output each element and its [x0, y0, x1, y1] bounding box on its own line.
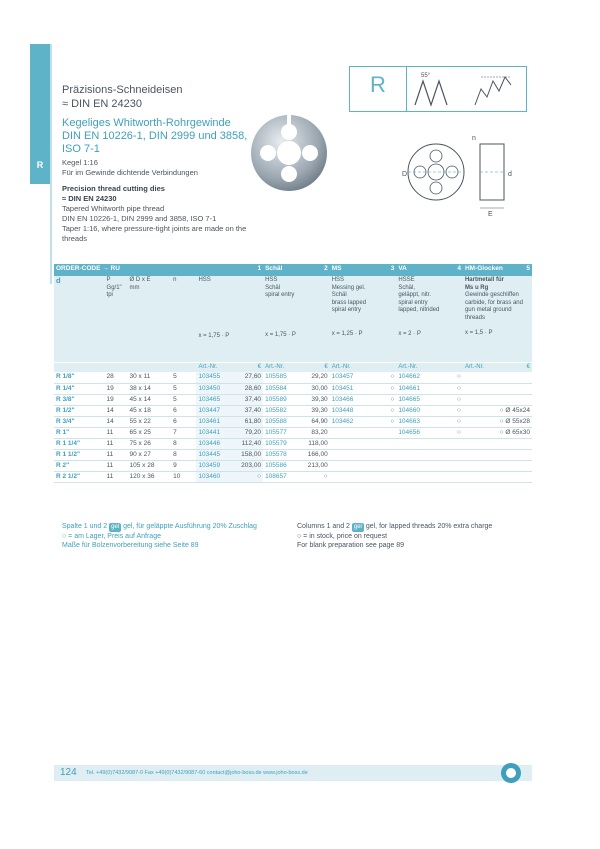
row-stock5 — [463, 394, 532, 405]
row-stock5 — [463, 471, 532, 482]
table-row — [54, 383, 532, 394]
row-d: R 1 1/4" — [54, 438, 105, 449]
row-art4 — [396, 449, 437, 460]
row-price2: 83,20 — [302, 427, 330, 438]
product-table — [54, 264, 532, 483]
row-art3: 103448 — [330, 405, 371, 416]
art-label-row — [54, 362, 532, 372]
title-en: Precision thread cutting dies — [62, 184, 165, 193]
row-d: R 1/4" — [54, 383, 105, 394]
title-de: Präzisions-Schneideisen — [62, 84, 183, 96]
row-dxe: 120 x 36 — [128, 471, 172, 482]
table-subheader-row — [54, 276, 532, 362]
description-de — [62, 158, 262, 178]
row-price2: 29,20 — [302, 372, 330, 383]
row-price2: 30,00 — [302, 383, 330, 394]
die-product-image — [248, 112, 330, 194]
thread-profile-icon — [407, 67, 527, 113]
row-pitch: 11 — [105, 427, 128, 438]
row-price1: 158,00 — [236, 449, 264, 460]
table-row — [54, 471, 532, 482]
table-row — [54, 416, 532, 427]
row-n: 6 — [171, 405, 196, 416]
row-art1: 103455 — [196, 372, 235, 383]
notes-de: Spalte 1 und 2 gel gel, für geläppte Ausführung 20% Zuschlag ○ = am Lager, Preis auf Anfrage Maße für Bolzenvorbereitung siehe Seite 89 — [62, 522, 292, 550]
row-stock3 — [371, 460, 396, 471]
art-label-1: Art.-Nr. — [196, 362, 235, 372]
row-price2: 166,00 — [302, 449, 330, 460]
col4-label: VA — [396, 264, 437, 276]
row-art2: 105578 — [263, 449, 302, 460]
row-art3 — [330, 438, 371, 449]
row-d: R 1 1/2" — [54, 449, 105, 460]
row-stock3 — [371, 449, 396, 460]
gel-badge-de: gel — [111, 524, 120, 530]
contact-info: Tel. +49(0)7432/9087-0 Fax +49(0)7432/9087-60 contact@joho-boss.de www.joho-boss.de — [86, 770, 308, 776]
row-stock4 — [438, 460, 463, 471]
table-row — [54, 438, 532, 449]
row-stock4: ○ — [438, 405, 463, 416]
row-dxe: 75 x 26 — [128, 438, 172, 449]
row-d: R 2" — [54, 460, 105, 471]
row-stock5 — [463, 460, 532, 471]
row-d: R 3/8" — [54, 394, 105, 405]
row-art3: 103462 — [330, 416, 371, 427]
row-d: R 1" — [54, 427, 105, 438]
table-row — [54, 449, 532, 460]
row-art4: 104662 — [396, 372, 437, 383]
euro-2: € — [302, 362, 330, 372]
usage-de: Für im Gewinde dichtende Verbindungen — [62, 168, 198, 177]
row-art2: 105579 — [263, 438, 302, 449]
row-stock5: ○ Ø 65x30 — [463, 427, 532, 438]
row-dxe: 45 x 14 — [128, 394, 172, 405]
sub-dxe: Ø D x E mm — [128, 276, 172, 362]
row-stock5: ○ Ø 45x24 — [463, 405, 532, 416]
row-dxe: 65 x 25 — [128, 427, 172, 438]
sub-col3: HSS Messing gel. Schäl brass lapped spiral entry x = 1,25 · P — [330, 276, 397, 362]
row-art3: 103451 — [330, 383, 371, 394]
row-n: 5 — [171, 383, 196, 394]
row-art4 — [396, 471, 437, 482]
col4-num: 4 — [438, 264, 463, 276]
table-row — [54, 372, 532, 383]
sub-col1: HSS x = 1,75 · P — [196, 276, 263, 362]
row-stock3 — [371, 438, 396, 449]
row-stock3 — [371, 471, 396, 482]
row-price2: 39,30 — [302, 405, 330, 416]
row-d: R 3/4" — [54, 416, 105, 427]
row-n: 6 — [171, 416, 196, 427]
row-stock5 — [463, 372, 532, 383]
row-art2: 108657 — [263, 471, 302, 482]
row-art1: 103465 — [196, 394, 235, 405]
row-art3: 103457 — [330, 372, 371, 383]
row-pitch: 11 — [105, 438, 128, 449]
row-pitch: 11 — [105, 471, 128, 482]
row-dxe: 55 x 22 — [128, 416, 172, 427]
row-n: 8 — [171, 438, 196, 449]
description-en — [62, 184, 272, 244]
row-price2: ○ — [302, 471, 330, 482]
col2-label: Schäl — [263, 264, 302, 276]
side-tab-letter: R — [36, 160, 44, 170]
col2-num: 2 — [302, 264, 330, 276]
row-art1: 103460 — [196, 471, 235, 482]
row-art4: 104663 — [396, 416, 437, 427]
die-technical-drawing — [400, 130, 540, 220]
row-pitch: 11 — [105, 460, 128, 471]
table-row — [54, 460, 532, 471]
row-art4: 104665 — [396, 394, 437, 405]
row-stock3: ○ — [371, 416, 396, 427]
row-art4 — [396, 460, 437, 471]
art-label-3: Art.-Nr. — [330, 362, 371, 372]
table-row — [54, 394, 532, 405]
thread-profile-box — [407, 66, 527, 112]
art-label-2: Art.-Nr. — [263, 362, 302, 372]
row-dxe: 105 x 28 — [128, 460, 172, 471]
blank-note-en: For blank preparation see page 89 — [297, 542, 405, 549]
row-price1: 79,20 — [236, 427, 264, 438]
row-art4: 104660 — [396, 405, 437, 416]
blank-note-de: Maße für Bolzenvorbereitung siehe Seite 89 — [62, 542, 199, 549]
row-stock4 — [438, 471, 463, 482]
row-d: R 1/8" — [54, 372, 105, 383]
sub-d: d — [54, 276, 105, 362]
row-price2: 213,00 — [302, 460, 330, 471]
sub-col2: HSS Schäl spiral entry x = 1,75 · P — [263, 276, 330, 362]
row-stock4: ○ — [438, 372, 463, 383]
row-art1: 103441 — [196, 427, 235, 438]
row-d: R 2 1/2" — [54, 471, 105, 482]
taper-de: Kegel 1:16 — [62, 158, 98, 167]
row-price1: 203,00 — [236, 460, 264, 471]
row-price1: 28,60 — [236, 383, 264, 394]
sub-p: P Gg/1" tpi — [105, 276, 128, 362]
row-art2: 105584 — [263, 383, 302, 394]
row-price1: 27,60 — [236, 372, 264, 383]
en-line3: Taper 1:16, where pressure-tight joints are made on the threads — [62, 224, 247, 243]
thread-symbol-letter: R — [370, 72, 386, 97]
row-n: 7 — [171, 427, 196, 438]
row-art3: 103466 — [330, 394, 371, 405]
row-stock3 — [371, 427, 396, 438]
row-stock5 — [463, 383, 532, 394]
row-pitch: 14 — [105, 405, 128, 416]
notes-en: Columns 1 and 2 gel gel, for lapped threads 20% extra charge ○ = in stock, price on request For blank preparation see page 89 — [297, 522, 537, 550]
thread-angle-label: 55° — [421, 73, 431, 79]
stock-note-de: ○ = am Lager, Preis auf Anfrage — [62, 533, 161, 540]
title-din: ≈ DIN EN 24230 — [62, 98, 143, 110]
row-art2: 105586 — [263, 460, 302, 471]
art-label-4: Art.-Nr. — [396, 362, 437, 372]
row-n: 9 — [171, 460, 196, 471]
row-stock5 — [463, 438, 532, 449]
svg-text:n: n — [472, 135, 476, 142]
row-price2: 64,90 — [302, 416, 330, 427]
col3-label: MS — [330, 264, 371, 276]
svg-text:d: d — [508, 171, 512, 178]
col5-label: HM-Glocken 5 — [463, 264, 532, 276]
row-art4: 104656 — [396, 427, 437, 438]
row-dxe: 30 x 11 — [128, 372, 172, 383]
row-stock3: ○ — [371, 405, 396, 416]
row-art4 — [396, 438, 437, 449]
row-stock4: ○ — [438, 427, 463, 438]
row-stock4 — [438, 438, 463, 449]
company-logo — [500, 762, 522, 784]
row-art1: 103450 — [196, 383, 235, 394]
row-art2: 105582 — [263, 405, 302, 416]
row-stock4 — [438, 449, 463, 460]
sub-col4: HSSE Schäl, geläppt, nitr. spiral entry lapped, nitrided x = 2 · P — [396, 276, 463, 362]
row-art1: 103459 — [196, 460, 235, 471]
row-stock4: ○ — [438, 394, 463, 405]
title-thread: Kegeliges Whitworth-Rohrgewinde DIN EN 10226-1, DIN 2999 und 3858, ISO 7-1 — [62, 117, 248, 155]
stock-note-en: ○ = in stock, price on request — [297, 533, 388, 540]
en-line2: DIN EN 10226-1, DIN 2999 and 3858, ISO 7-1 — [62, 214, 217, 223]
row-art2: 105589 — [263, 394, 302, 405]
row-stock4: ○ — [438, 383, 463, 394]
row-dxe: 90 x 27 — [128, 449, 172, 460]
row-stock3: ○ — [371, 372, 396, 383]
row-pitch: 11 — [105, 449, 128, 460]
euro-1: € — [236, 362, 264, 372]
row-price1: ○ — [236, 471, 264, 482]
row-n: 5 — [171, 372, 196, 383]
sub-n: n — [171, 276, 196, 362]
row-pitch: 28 — [105, 372, 128, 383]
row-price2: 39,30 — [302, 394, 330, 405]
row-art1: 103445 — [196, 449, 235, 460]
row-dxe: 45 x 18 — [128, 405, 172, 416]
row-art2: 105588 — [263, 416, 302, 427]
row-price1: 61,80 — [236, 416, 264, 427]
row-pitch: 19 — [105, 383, 128, 394]
gel-badge-en: gel — [353, 524, 362, 530]
row-art3 — [330, 427, 371, 438]
row-d: R 1/2" — [54, 405, 105, 416]
art-label-5: Art.-Nr. € — [463, 362, 532, 372]
row-price1: 112,40 — [236, 438, 264, 449]
svg-text:E: E — [488, 211, 493, 218]
row-pitch: 19 — [105, 394, 128, 405]
order-code-label: ORDER-CODE → RU — [54, 264, 196, 276]
sub-col5: Hartmetall für Ms u Rg Gewinde geschliffen carbide, for brass and gun metal ground threads x = 1,5 · P — [463, 276, 532, 362]
row-price1: 37,40 — [236, 405, 264, 416]
table-header-row — [54, 264, 532, 276]
row-art3 — [330, 449, 371, 460]
row-art4: 104661 — [396, 383, 437, 394]
row-price1: 37,40 — [236, 394, 264, 405]
svg-text:D: D — [402, 171, 408, 178]
row-art1: 103447 — [196, 405, 235, 416]
row-art3 — [330, 471, 371, 482]
row-stock3: ○ — [371, 383, 396, 394]
row-n: 10 — [171, 471, 196, 482]
row-art3 — [330, 460, 371, 471]
row-price2: 118,00 — [302, 438, 330, 449]
table-row — [54, 405, 532, 416]
row-n: 5 — [171, 394, 196, 405]
row-stock4: ○ — [438, 416, 463, 427]
row-stock3: ○ — [371, 394, 396, 405]
row-pitch: 14 — [105, 416, 128, 427]
row-n: 8 — [171, 449, 196, 460]
row-art2: 105577 — [263, 427, 302, 438]
din-en: ≈ DIN EN 24230 — [62, 194, 117, 203]
row-stock5: ○ Ø 55x28 — [463, 416, 532, 427]
row-stock5 — [463, 449, 532, 460]
row-art1: 103461 — [196, 416, 235, 427]
side-divider — [50, 44, 52, 284]
page-number: 124 — [60, 767, 77, 778]
en-line1: Tapered Whitworth pipe thread — [62, 204, 165, 213]
col3-num: 3 — [371, 264, 396, 276]
row-art2: 105585 — [263, 372, 302, 383]
row-dxe: 38 x 14 — [128, 383, 172, 394]
table-row — [54, 427, 532, 438]
col1-num: 1 — [196, 264, 263, 276]
row-art1: 103446 — [196, 438, 235, 449]
